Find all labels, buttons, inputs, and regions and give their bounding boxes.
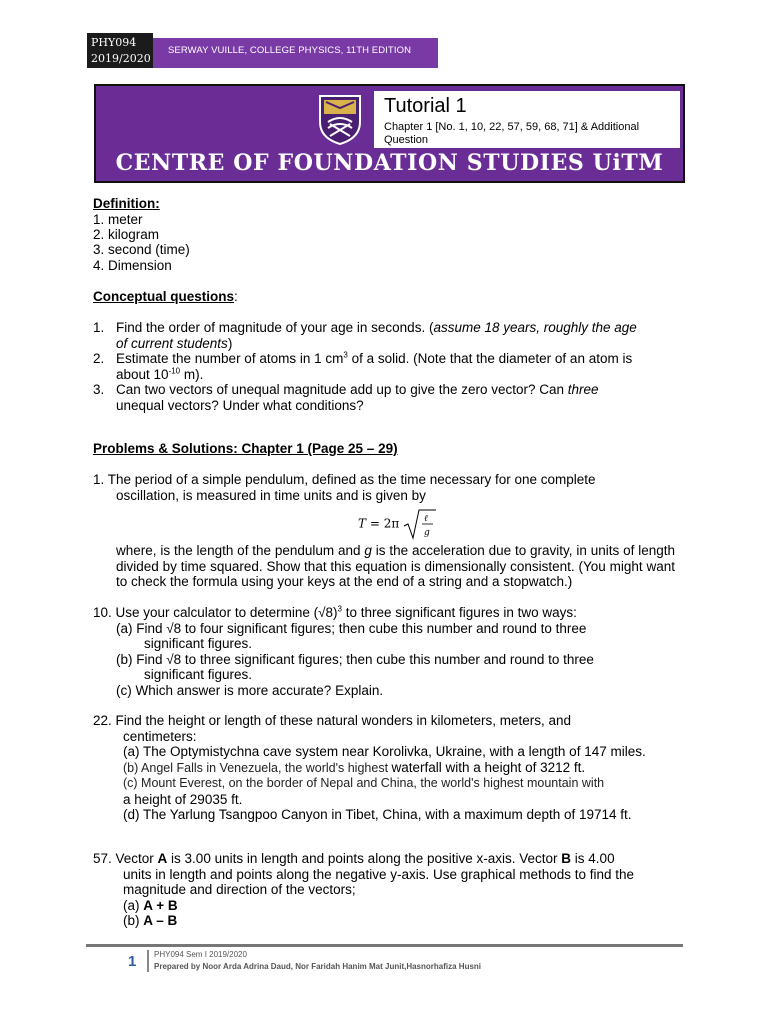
- definition-item: 1. meter: [93, 212, 143, 227]
- definition-item: 2. kilogram: [93, 227, 160, 242]
- conceptual-q2: Estimate the number of atoms in 1 $cm^3$ of a solid. (Note that the diameter of an atom is about $10^{-10}$ m).: [116, 350, 633, 382]
- problem-1: 1. The period of a simple pendulum, defined as the time necessary for one complete oscillation, is measured in time units and is given by: [93, 472, 596, 503]
- sqrt-icon: [403, 508, 437, 540]
- uitm-logo-icon: [312, 92, 368, 146]
- problem-57: 57. Vector A is 3.00 units in length and points along the positive x-axis. Vector B is 4.00 units in length and points along the negative y-axis. Use graphical methods to find the magnitude and direction of the vectors; (a) A + B (b) A – B: [93, 851, 635, 928]
- svg-text:g: g: [424, 528, 430, 538]
- definition-heading: Definition:: [93, 196, 160, 211]
- svg-text:ℓ: ℓ: [424, 514, 428, 524]
- conceptual-q1: Find the order of magnitude of your age in seconds. (assume 18 years, roughly the age of current students): [116, 320, 637, 351]
- problems-heading: Problems & Solutions: Chapter 1 (Page 25 – 29): [93, 441, 398, 456]
- problem-1-text: where, is the length of the pendulum and g is the acceleration due to gravity, in units of length divided by time squared. Show that this equation is dimensionally consistent. (You might want to check the formula using your keys at the end of a string and a stopwatch.): [116, 543, 675, 589]
- definition-item: 3. second (time): [93, 242, 190, 257]
- footer-bar: [147, 950, 149, 972]
- definition-item: 4. Dimension: [93, 258, 172, 273]
- problem-22: 22. Find the height or length of these natural wonders in kilometers, meters, and centimeters: (a) The Optymistychna cave system near Korolivka, Ukraine, with a length of 147 miles. (b) Angel Falls in Venezuela, the world's highest waterfall with a height of 3212 ft. (c) Mount Everest, on the border of Nepal and China, the world's highest mountain with a height of 29035 ft. (d) The Yarlung Tsangpoo Canyon in Tibet, China, with a maximum depth of 19714 ft.: [93, 713, 646, 822]
- centre-name: CENTRE OF FOUNDATION STUDIES UiTM: [115, 150, 664, 176]
- session: 2019/2020: [91, 52, 151, 65]
- tutorial-title: Tutorial 1: [384, 95, 467, 117]
- banner: [94, 84, 685, 183]
- conceptual-q3: Can two vectors of unequal magnitude add up to give the zero vector? Can three unequal vectors? Under what conditions?: [116, 382, 599, 413]
- footer-authors: Prepared by Noor Arda Adrina Daud, Nor Faridah Hanim Mat Junit,Hasnorhafiza Husni: [154, 962, 482, 971]
- footer-session: PHY094 Sem I 2019/2020: [154, 950, 247, 959]
- tutorial-subtitle: Chapter 1 [No. 1, 10, 22, 57, 59, 68, 71] & Additional Question: [384, 121, 640, 146]
- pendulum-formula: T = 2π ℓ g: [358, 508, 437, 540]
- course-code-box: [87, 33, 153, 68]
- problem-10: 10. Use your calculator to determine $(√8)^3$ to three significant figures in two ways: (a) Find √8 to four significant figures; then cube this number and round to three significant figures. (b) Find √8 to three significant figures; then cube this number and round to three significant figures. (c) Which answer is more accurate? Explain.: [93, 604, 594, 698]
- book-title: SERWAY VUILLE, COLLEGE PHYSICS, 11TH EDITION: [153, 38, 438, 68]
- page-number: 1: [128, 953, 137, 970]
- title-box: [374, 91, 680, 148]
- course-code: PHY094: [91, 36, 137, 49]
- footer-divider: [86, 944, 683, 947]
- conceptual-heading: Conceptual questions:: [93, 289, 238, 304]
